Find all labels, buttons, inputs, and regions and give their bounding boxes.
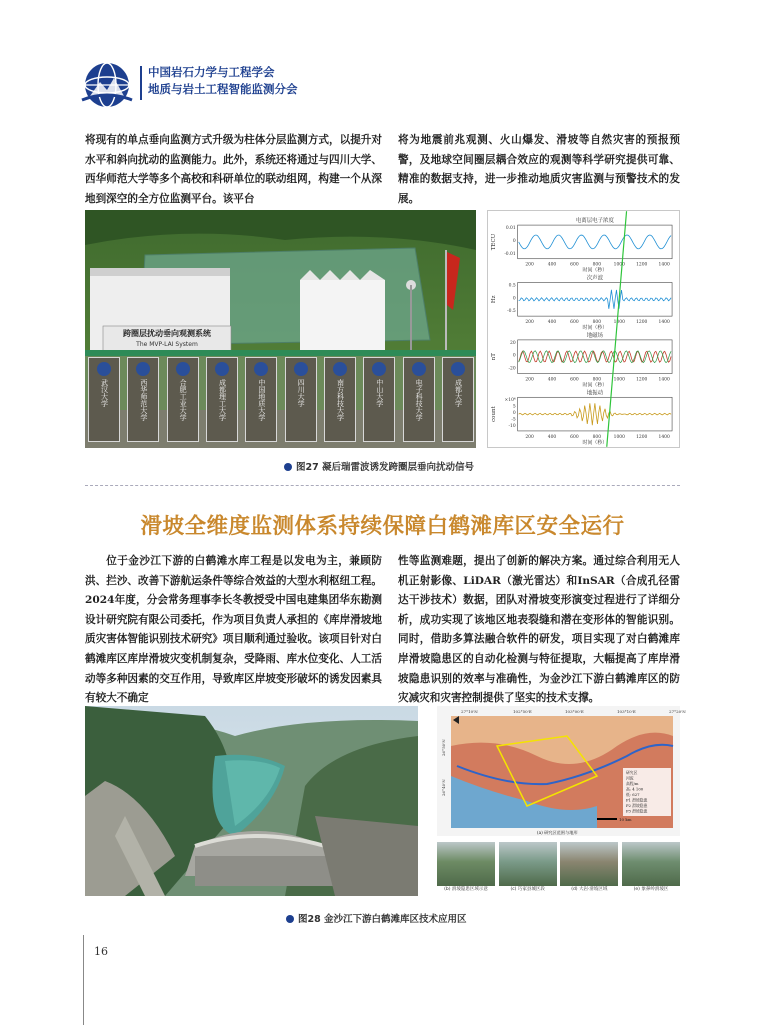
chart-xtick: 800 (592, 377, 602, 383)
university-emblem-icon (372, 362, 386, 376)
map-scale-label: 10 km (619, 817, 632, 822)
chart-xtick: 400 (547, 377, 557, 383)
university-plaque-name: 电子科技大学 (415, 379, 424, 421)
chart-xtick: 600 (570, 434, 579, 440)
map-top-tick: 27°20'N (669, 709, 686, 714)
university-plaque (167, 357, 199, 442)
chart-xtick: 600 (570, 377, 579, 383)
chart-xlabel: 时间（秒） (582, 325, 608, 331)
university-emblem-icon (412, 362, 426, 376)
baihetan-dam-photo (85, 706, 418, 896)
chart-xtick: 1400 (658, 262, 670, 268)
org-name-line1: 中国岩石力学与工程学会 (148, 65, 275, 79)
university-emblem-icon (176, 362, 190, 376)
disturbance-signal-chart (487, 210, 680, 448)
chart-xtick: 1000 (613, 434, 625, 440)
footer-rule (83, 935, 84, 1025)
university-plaque (442, 357, 474, 442)
chart-panel-title: 地振动 (586, 390, 604, 397)
map-legend-item: 低: 627 (626, 792, 640, 797)
chart-xtick: 800 (592, 262, 602, 268)
map-legend-item: 高程/m (626, 781, 639, 786)
page-number: 16 (94, 945, 108, 958)
university-emblem-icon (333, 362, 347, 376)
header-org (148, 64, 298, 98)
caption-bullet-icon (286, 915, 294, 923)
chart-panel-ylabel: TECU (490, 233, 497, 251)
chart-xtick: 1000 (613, 377, 625, 383)
chart-ytick: 0.01 (505, 226, 516, 232)
university-plaque-name: 中山大学 (375, 379, 384, 407)
site-thumbnail-label: (d) 大岩·滑坡区域 (571, 887, 608, 892)
chart-xtick: 400 (547, 434, 557, 440)
university-emblem-icon (97, 362, 111, 376)
chart-ytick: -0.01 (504, 251, 516, 257)
chart-xlabel: 时间（秒） (582, 439, 608, 446)
site-thumbnail (560, 842, 618, 896)
chart-xtick: 200 (525, 262, 534, 268)
site-thumbnail-label: (e) 象鼻岭滑坡区 (633, 887, 669, 892)
university-plaque-name: 中国地质大学 (257, 379, 266, 421)
map-legend-item: 高: 4 100 (626, 786, 644, 792)
chart-xtick: 1200 (636, 320, 648, 326)
chart-xtick: 1400 (658, 320, 670, 326)
university-plaque (363, 357, 395, 442)
chart-xtick: 1400 (658, 434, 670, 440)
section1-left-text: 将现有的单点垂向监测方式升级为柱体分层监测方式，以提升对水平和斜向扰动的监测能力。此外，系统还将通过与四川大学、西华师范大学等多个高校和科研单位的联动组网，构建一个从深地到深空的全方位监测平台。该平台 (85, 134, 382, 205)
site-thumbnail-label: (c) 巧家县城区段 (510, 887, 545, 892)
section-divider (85, 485, 680, 486)
chart-xtick: 200 (525, 320, 534, 326)
figure27-caption (284, 459, 474, 473)
university-emblem-icon (254, 362, 268, 376)
site-thumbnail (437, 842, 495, 896)
site-thumbnail (622, 842, 680, 896)
map-top-tick: 27°10'N (461, 709, 478, 714)
figure28-caption-text: 图28 金沙江下游白鹤滩库区技术应用区 (298, 914, 467, 925)
site-thumbnail (499, 842, 557, 896)
chart-ytick: 0 (512, 353, 516, 359)
chart-ytick: -20 (508, 366, 516, 372)
map-top-tick: 103°10'E (617, 709, 636, 714)
site-thumbnail-label: (b) 滑坡隐患区域示意 (444, 887, 488, 892)
chart-xtick: 600 (570, 320, 579, 326)
chart-xtick: 1000 (613, 320, 625, 326)
university-emblem-icon (136, 362, 150, 376)
map-legend-item: P2 滑坡隐患 (626, 803, 648, 808)
map-legend-item: P3 滑坡隐患 (626, 808, 648, 814)
chart-waveform (519, 351, 671, 363)
section2-left-text: 位于金沙江下游的白鹤滩水库工程是以发电为主，兼顾防洪、拦沙、改善下游航运条件等综合效益的大型水利枢纽工程。2024年度，分会常务理事李长冬教授受中国电建集团华东勘测设计研究院有限公司委托，作为项目负责人承担的《库岸滑坡地质灾害体智能识别技术研究》项目顺利通过验收。该项目针对白鹤滩库区库岸滑坡灾变机制复杂，受降雨、库水位变化、人工活动等多种因素的交互作用，导致库区岸坡变形破坏的诱发因素具有较大不确定 (85, 555, 382, 705)
section2-title: 滑坡全维度监测体系持续保障白鹤滩库区安全运行 (140, 514, 625, 539)
university-plaque (88, 357, 120, 442)
map-legend-item: 河流 (626, 775, 634, 781)
header-divider (140, 66, 142, 100)
university-plaque (403, 357, 435, 442)
chart-waveform (519, 290, 671, 309)
chart-xtick: 1000 (613, 262, 625, 268)
site-thumbnail-image (499, 842, 557, 886)
org-name-line2: 地质与岩土工程智能监测分会 (148, 82, 298, 96)
university-plaque-name: 西华师范大学 (139, 379, 148, 421)
chart-xtick: 200 (525, 377, 534, 383)
section1-right-text: 将为地震前兆观测、火山爆发、滑坡等自然灾害的预报预警，及地球空间圈层耦合效应的观测等科学研究提供可靠、精准的数据支持，进一步推动地质灾害监测与预警技术的发展。 (398, 134, 680, 205)
university-emblem-icon (215, 362, 229, 376)
university-plaque-name: 武汉大学 (100, 379, 109, 407)
map-legend-item: 研究区 (626, 770, 638, 775)
site-thumbnails (437, 842, 680, 896)
society-logo-icon (82, 60, 132, 110)
university-plaque-name: 合肥工业大学 (179, 379, 188, 421)
map-left-tick: 26°50'N (441, 739, 446, 756)
figure28-caption (286, 911, 467, 925)
chart-xtick: 600 (570, 262, 579, 268)
map-left-tick: 26°40'N (441, 779, 446, 796)
site-thumbnail-image (437, 842, 495, 886)
figure27-caption-text: 图27 凝后瑞雷波诱发跨圈层垂向扰动信号 (296, 462, 475, 473)
map-label: (a) 研究区范围与地形 (537, 830, 578, 835)
university-plaque (324, 357, 356, 442)
station-sign-cn: 跨圈层扰动垂向观测系统 (123, 329, 211, 338)
chart-xtick: 1400 (658, 377, 670, 383)
chart-panel-title: 次声波 (586, 275, 604, 282)
university-plaque (285, 357, 317, 442)
university-plaques (88, 357, 474, 442)
chart-waveform (519, 235, 671, 249)
chart-xtick: 200 (525, 434, 534, 440)
chart-ytick: 20 (510, 340, 516, 346)
chart-ytick: 5 (512, 404, 516, 410)
university-plaque (206, 357, 238, 442)
chart-xtick: 1200 (636, 262, 648, 268)
map-top-tick: 103°00'E (565, 709, 584, 714)
chart-ytick: 0 (512, 238, 516, 244)
map-top-tick: 102°50'E (513, 709, 532, 714)
station-sign (103, 327, 231, 353)
chart-ytick: -0.5 (507, 309, 516, 315)
study-area-map (437, 706, 686, 836)
university-plaque-name: 成都大学 (454, 379, 463, 407)
chart-panel-ylabel: nT (490, 353, 497, 361)
chart-ytick: 0 (512, 296, 516, 302)
chart-panel-frame (518, 225, 672, 259)
chart-xtick: 400 (547, 262, 557, 268)
chart-xtick: 1200 (636, 434, 648, 440)
chart-ytick: ×10⁴ (504, 398, 516, 404)
chart-ytick: -10 (508, 423, 516, 429)
section2-right-text: 性等监测难题，提出了创新的解决方案。通过综合利用无人机正射影像、LiDAR（激光雷达）和InSAR（合成孔径雷达干涉技术）数据，团队对滑坡变形演变过程进行了详细分析，成功实现了该地区地表裂缝和潜在变形体的智能识别。同时，借助多算法融合软件的研发，项目实现了对白鹤滩库岸滑坡隐患区的自动化检测与特征提取，大幅提高了库岸滑坡隐患识别的效率与准确性，为金沙江下游白鹤滩库区的防灾减灾和灾害控制提供了坚实的技术支撑。 (398, 555, 680, 705)
chart-xtick: 800 (592, 434, 602, 440)
chart-xtick: 1200 (636, 377, 648, 383)
chart-ytick: 0.5 (508, 283, 516, 289)
chart-xlabel: 时间（秒） (582, 382, 608, 389)
chart-panel-ylabel: Hz (490, 295, 497, 304)
site-thumbnail-image (622, 842, 680, 886)
university-emblem-icon (451, 362, 465, 376)
university-plaque-name: 成都理工大学 (218, 379, 227, 421)
chart-panel-title: 电离层电子浓度 (575, 218, 614, 225)
chart-xtick: 400 (547, 320, 557, 326)
caption-bullet-icon (284, 463, 292, 471)
map-legend-item: P1 滑坡隐患 (626, 797, 648, 803)
chart-xtick: 800 (592, 320, 602, 326)
university-plaque-name: 南方科技大学 (336, 379, 345, 421)
university-emblem-icon (294, 362, 308, 376)
chart-event-line (607, 211, 627, 447)
chart-panel-title: 地磁场 (586, 332, 604, 339)
chart-ytick: -5 (511, 417, 516, 423)
chart-xlabel: 时间（秒） (582, 267, 608, 274)
site-thumbnail-image (560, 842, 618, 886)
chart-ytick: 0 (512, 411, 516, 417)
university-plaque (245, 357, 277, 442)
map-scale-bar (597, 818, 617, 820)
university-plaque-name: 四川大学 (297, 379, 306, 407)
station-sign-en: The MVP-LAI System (136, 341, 198, 348)
chart-panel-ylabel: count (490, 406, 497, 422)
chart-waveform (519, 403, 671, 425)
university-plaque (127, 357, 159, 442)
